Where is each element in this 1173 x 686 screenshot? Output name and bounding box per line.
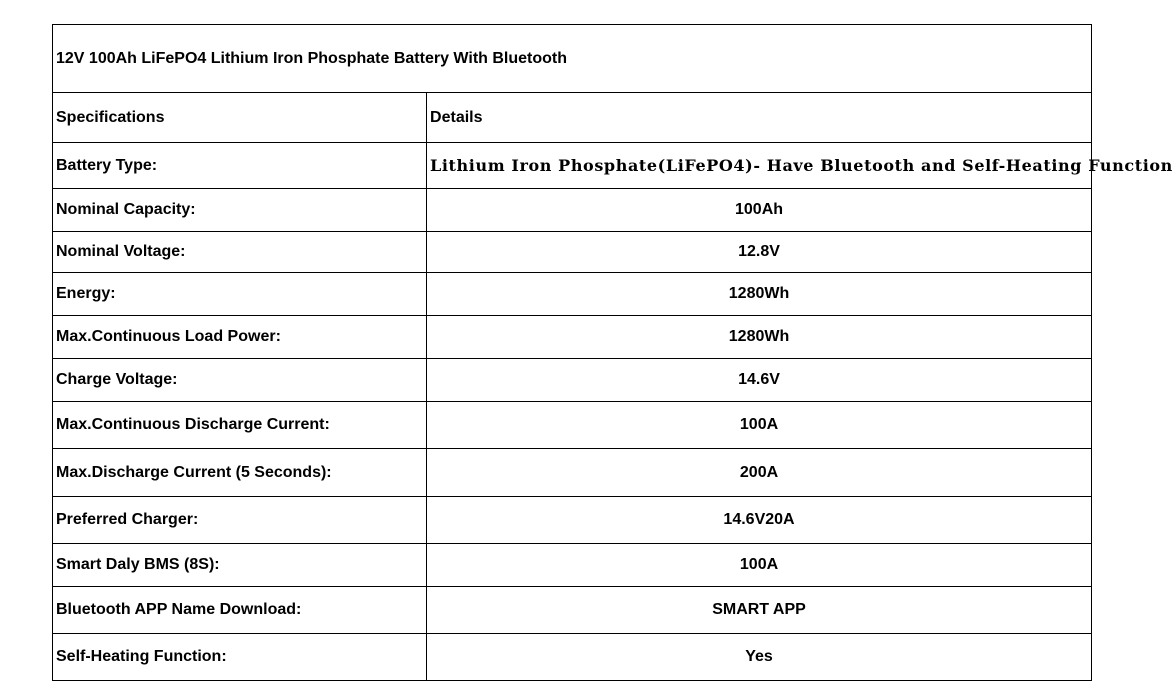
table-row [53,143,1092,189]
spec-label: Nominal Voltage: [53,232,427,273]
spec-label: Bluetooth APP Name Download: [53,587,427,634]
spec-label: Nominal Capacity: [53,189,427,232]
table-row [53,497,1092,544]
spec-value: 100Ah [427,189,1092,232]
table-row [53,232,1092,273]
title-row [53,25,1092,93]
spec-value: Yes [427,634,1092,681]
spec-label: Battery Type: [53,143,427,189]
spec-label: Charge Voltage: [53,359,427,402]
spec-label: Max.Discharge Current (5 Seconds): [53,449,427,497]
spec-value: 200A [427,449,1092,497]
table-row [53,359,1092,402]
table-row [53,587,1092,634]
table-row [53,316,1092,359]
spec-label: Energy: [53,273,427,316]
table-row [53,273,1092,316]
spec-value: 1280Wh [427,273,1092,316]
spec-value: SMART APP [427,587,1092,634]
spec-value: 14.6V20A [427,497,1092,544]
spec-value: 14.6V [427,359,1092,402]
header-details: Details [427,93,1092,143]
spec-table [52,24,1173,681]
spec-label: Self-Heating Function: [53,634,427,681]
spec-label: Max.Continuous Discharge Current: [53,402,427,449]
spec-label: Smart Daly BMS (8S): [53,544,427,587]
spec-value: 100A [427,402,1092,449]
table-title: 12V 100Ah LiFePO4 Lithium Iron Phosphate Battery With Bluetooth [53,25,1092,93]
spec-value: 12.8V [427,232,1092,273]
spec-value: Lithium Iron Phosphate(LiFePO4)- Have Bluetooth and Self-Heating Function [427,143,1092,189]
table-row [53,402,1092,449]
header-row [53,93,1092,143]
spec-label: Max.Continuous Load Power: [53,316,427,359]
table-row [53,634,1092,681]
header-specifications: Specifications [53,93,427,143]
spec-value: 100A [427,544,1092,587]
spec-label: Preferred Charger: [53,497,427,544]
spec-value: 1280Wh [427,316,1092,359]
table-row [53,449,1092,497]
table-row [53,544,1092,587]
table-row [53,189,1092,232]
